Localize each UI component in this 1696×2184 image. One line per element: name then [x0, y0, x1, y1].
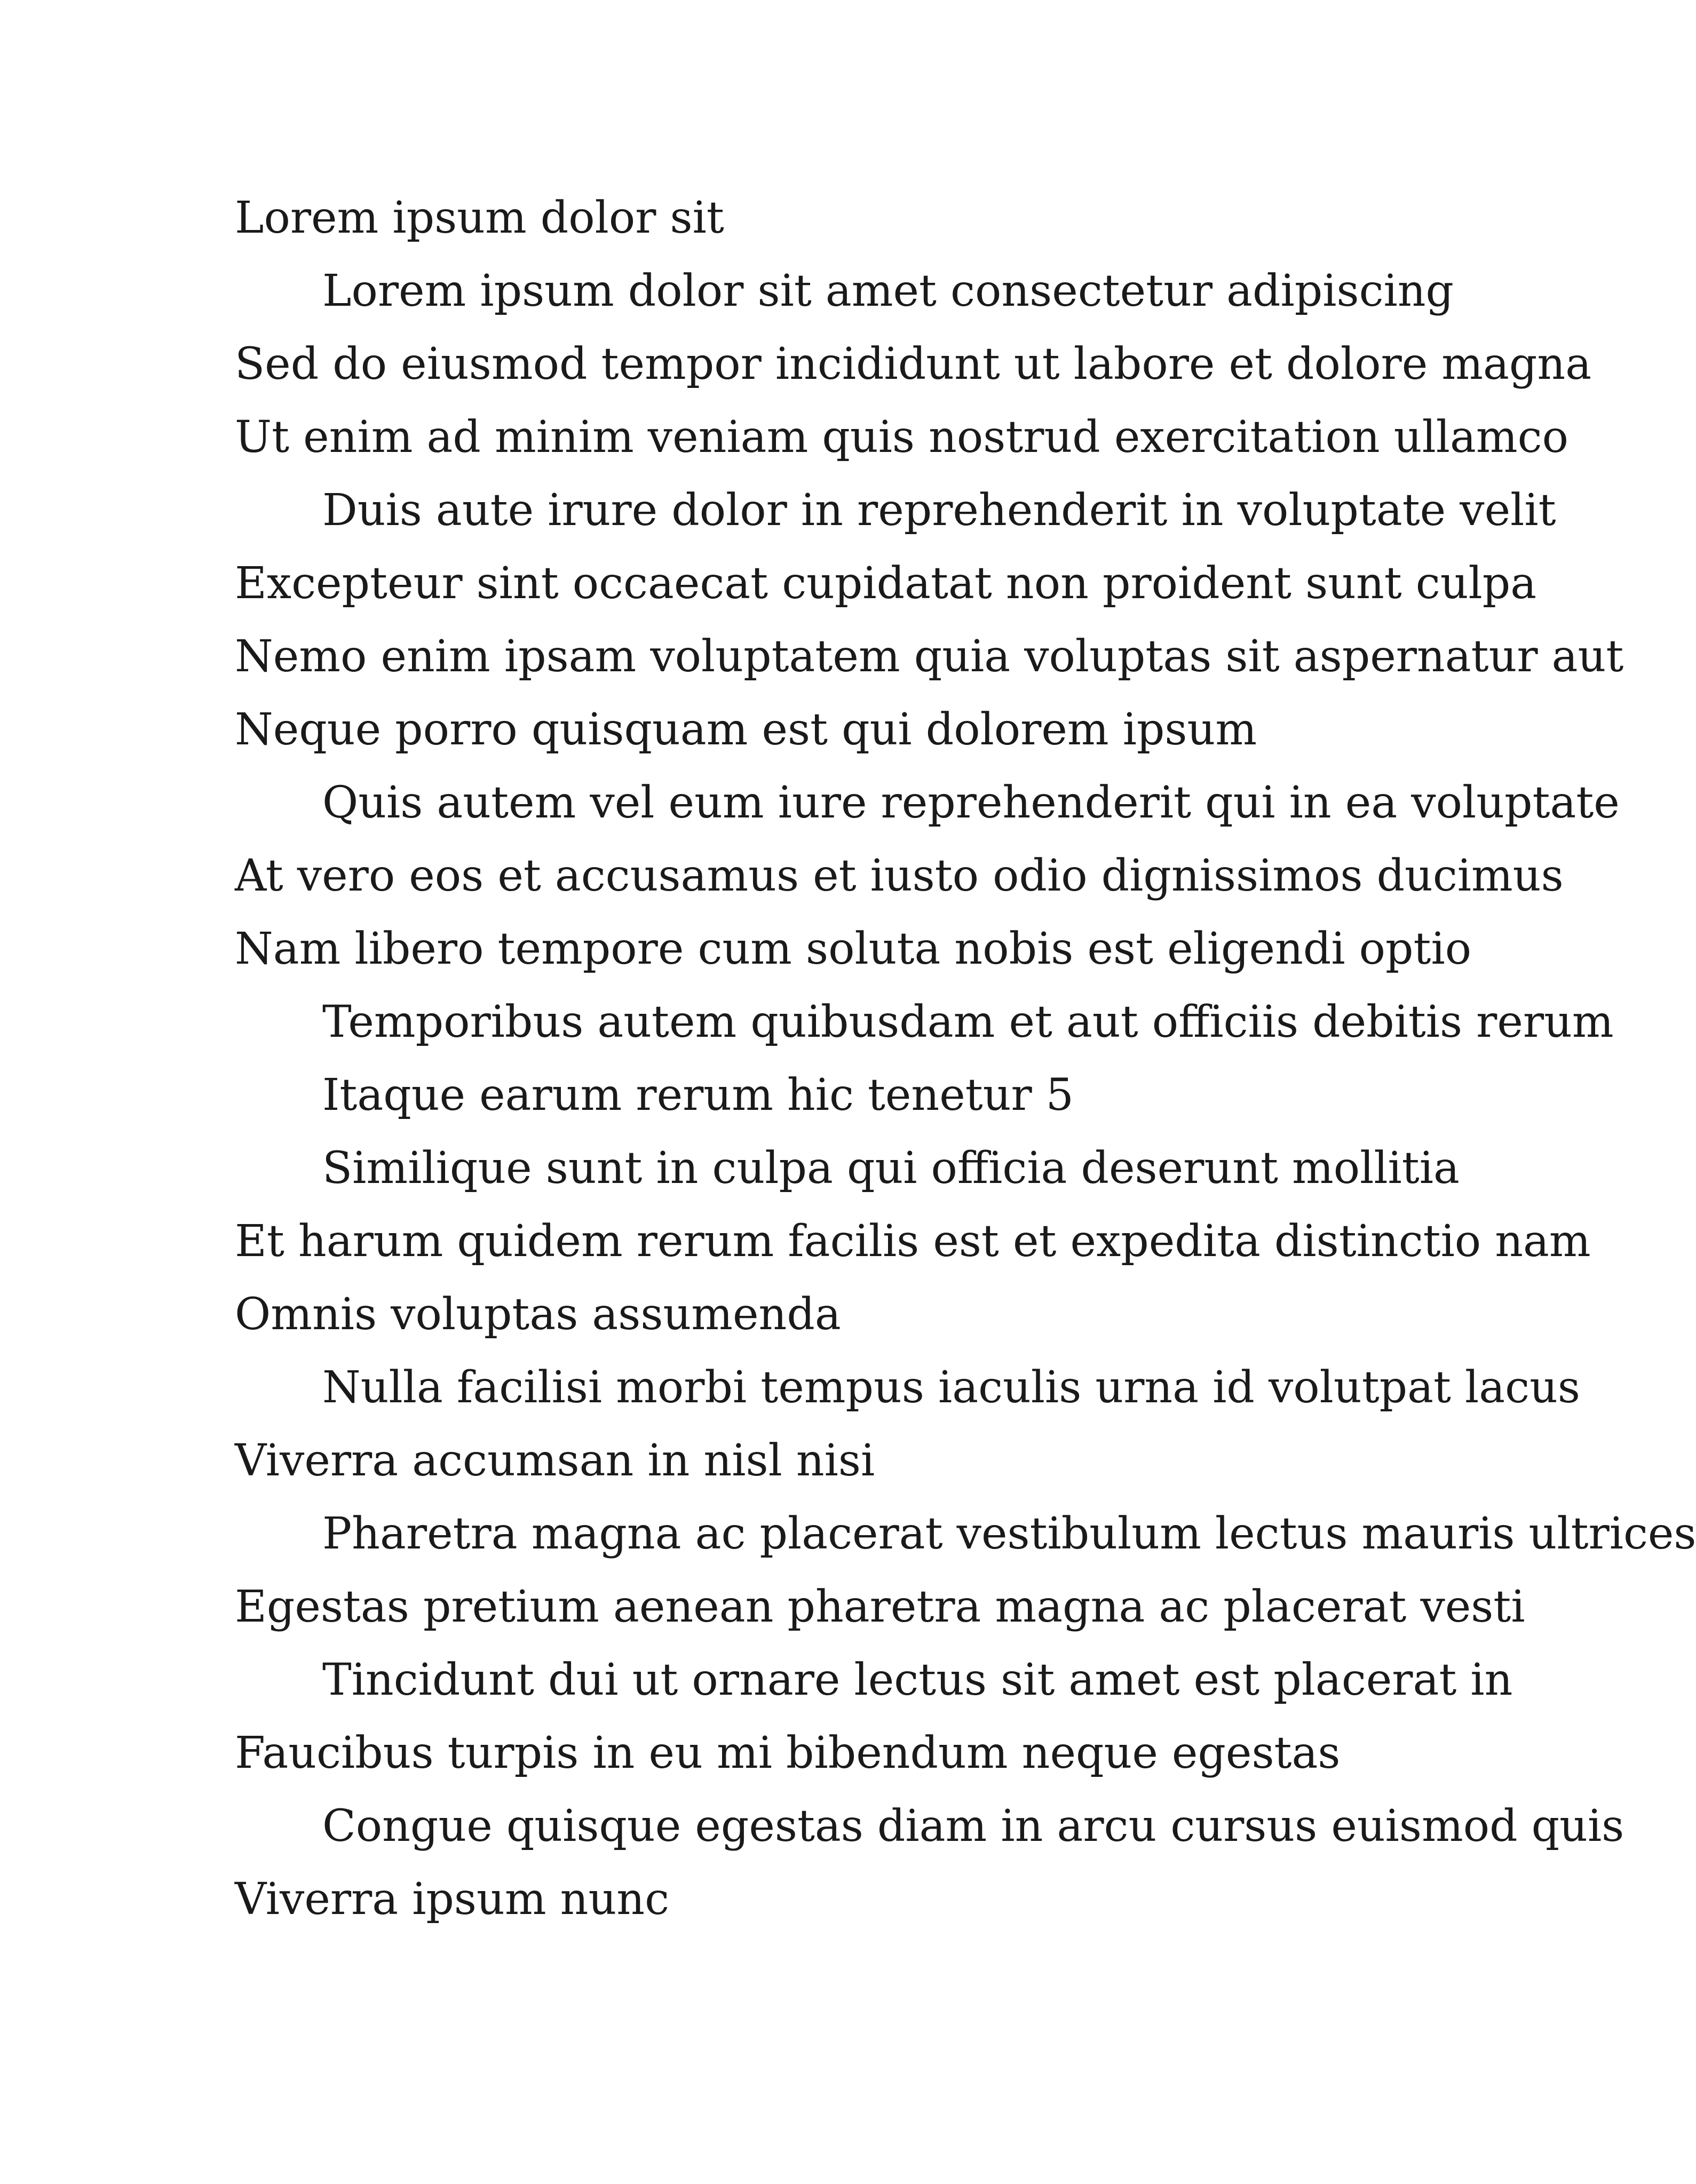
text-line: Et harum quidem rerum facilis est et expedita distinctio nam: [235, 1216, 1591, 1267]
text-line: Viverra accumsan in nisl nisi: [235, 1435, 875, 1486]
text-line: Temporibus autem quibusdam et aut officiis debitis rerum: [322, 997, 1614, 1047]
text-line: Sed do eiusmod tempor incididunt ut labore et dolore magna: [235, 339, 1592, 390]
text-line: Egestas pretium aenean pharetra magna ac placerat vesti: [235, 1582, 1525, 1632]
text-line: Nulla facilisi morbi tempus iaculis urna id volutpat lacus: [322, 1362, 1580, 1413]
section-heading: Itaque earum rerum hic tenetur 5: [322, 1070, 1074, 1121]
text-line: At vero eos et accusamus et iusto odio dignissimos ducimus: [235, 851, 1564, 901]
text-line: Congue quisque egestas diam in arcu cursus euismod quis: [322, 1801, 1624, 1852]
text-line: Lorem ipsum dolor sit: [235, 193, 724, 243]
text-line: Nam libero tempore cum soluta nobis est eligendi optio: [235, 924, 1472, 974]
text-line: Ut enim ad minim veniam quis nostrud exercitation ullamco: [235, 412, 1568, 463]
text-line: Nemo enim ipsam voluptatem quia voluptas sit aspernatur aut: [235, 631, 1624, 682]
text-line: Similique sunt in culpa qui officia deserunt mollitia: [322, 1143, 1460, 1194]
text-line: Excepteur sint occaecat cupidatat non proident sunt culpa: [235, 558, 1537, 609]
text-line: Duis aute irure dolor in reprehenderit in voluptate velit: [322, 485, 1556, 536]
text-line: Viverra ipsum nunc: [235, 1874, 669, 1925]
document-body: [235, 181, 1696, 1936]
text-line: Quis autem vel eum iure reprehenderit qui in ea voluptate: [322, 777, 1620, 828]
text-line: Lorem ipsum dolor sit amet consectetur adipiscing: [322, 266, 1454, 316]
text-line: Faucibus turpis in eu mi bibendum neque egestas: [235, 1728, 1341, 1778]
text-line: Neque porro quisquam est qui dolorem ipsum: [235, 704, 1257, 755]
text-line: Omnis voluptas assumenda: [235, 1289, 841, 1340]
text-line: Tincidunt dui ut ornare lectus sit amet est placerat in: [322, 1655, 1513, 1705]
text-line: Pharetra magna ac placerat vestibulum lectus mauris ultrices: [322, 1508, 1696, 1559]
